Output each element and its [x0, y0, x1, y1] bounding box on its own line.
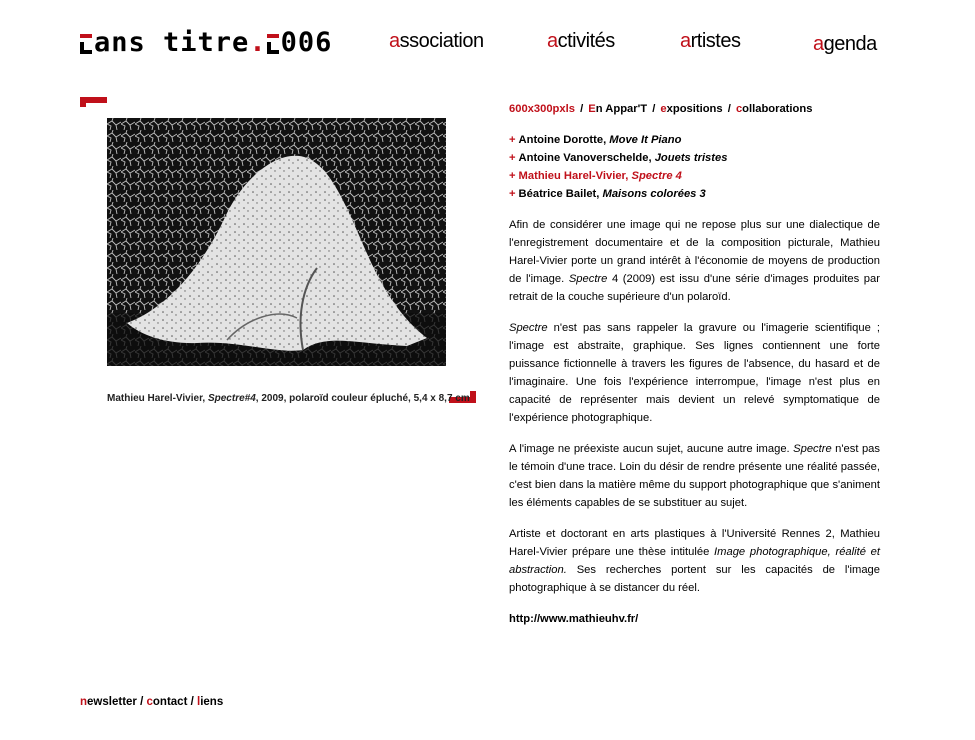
- artist-item-dorotte[interactable]: + Antoine Dorotte, Move It Piano: [509, 134, 682, 146]
- footer-separator: /: [140, 696, 144, 708]
- logo-text-b: 006: [280, 27, 333, 58]
- paragraph-2: Spectre n'est pas sans rappeler la gravure ou l'imagerie scientifique ; l'image est abstraite, graphique. Ses lignes contiennent une forte puissance fictionnelle à travers les figures de l'absence, du hasard et de l'imaginaire. Une fois l'expérience interrompue, l'image n'est plus en capacité de représenter mais devient un relevé symptomatique de l'expérience photographique.: [509, 322, 880, 424]
- crumb-en-appart[interactable]: En Appar'T: [588, 103, 648, 115]
- footer-liens[interactable]: liens: [197, 696, 224, 708]
- artist-website-link[interactable]: http://www.mathieuhv.fr/: [509, 613, 639, 625]
- logo-dot: .: [249, 27, 267, 58]
- artist-item-harel-vivier[interactable]: + Mathieu Harel-Vivier, Spectre 4: [509, 170, 682, 182]
- artwork-caption: Mathieu Harel-Vivier, Spectre#4, 2009, polaroïd couleur épluché, 5,4 x 8,7 cm: [107, 393, 470, 404]
- logo-mark-s: [80, 34, 92, 54]
- footer-links: [80, 696, 223, 708]
- paragraph-1: Afin de considérer une image qui ne repose plus sur une dialectique de l'enregistrement documentaire et de la composition picturale, Mathieu Harel-Vivier porte un grand intérêt à l'économie de moyens de production de l'image. Spectre 4 (2009) est issu d'une série d'images produites par retrait de la couche supérieure d'un polaroïd.: [509, 219, 880, 303]
- paragraph-3: A l'image ne préexiste aucun sujet, aucune autre image. Spectre n'est pas le témoin d'une trace. Loin du désir de rendre présente une réalité passée, c'est bien dans la matière même du support photographique que s'animent les éléments capables de se substituer au sujet.: [509, 443, 880, 509]
- paragraph-4: Artiste et doctorant en arts plastiques à l'Université Rennes 2, Mathieu Harel-Vivier prépare une thèse intitulée Image photographique, réalité et abstraction. Ses recherches portent sur les capacités de l'image photographique à se distancer du réel.: [509, 528, 880, 594]
- footer-separator: /: [190, 696, 194, 708]
- crumb-collaborations[interactable]: collaborations: [735, 103, 813, 115]
- artwork-svg: [107, 118, 446, 366]
- footer-newsletter[interactable]: newsletter: [80, 696, 137, 708]
- corner-mark-bottom-right-v: [470, 391, 476, 403]
- logo-mark-2: [267, 34, 279, 54]
- nav-association[interactable]: association: [389, 30, 484, 52]
- breadcrumb: 600x300pxls / En Appar'T / expositions / collaborations: [509, 103, 813, 115]
- crumb-expositions[interactable]: expositions: [660, 103, 723, 115]
- nav-agenda[interactable]: agenda: [813, 33, 877, 55]
- artist-list: [509, 131, 880, 203]
- site-logo[interactable]: [80, 28, 332, 58]
- artwork-image: [107, 118, 446, 366]
- crumb-600x300[interactable]: 600x300pxls: [509, 103, 575, 115]
- footer-contact[interactable]: contact: [146, 696, 188, 708]
- artist-item-vanoverschelde[interactable]: + Antoine Vanoverschelde, Jouets tristes: [509, 152, 728, 164]
- corner-mark-top-left-v: [80, 97, 86, 107]
- nav-activites[interactable]: activités: [547, 30, 615, 52]
- nav-artistes[interactable]: artistes: [680, 30, 741, 52]
- artist-item-bailet[interactable]: + Béatrice Bailet, Maisons colorées 3: [509, 188, 706, 200]
- content-column: [509, 100, 880, 628]
- logo-text-a: ans titre: [94, 27, 250, 58]
